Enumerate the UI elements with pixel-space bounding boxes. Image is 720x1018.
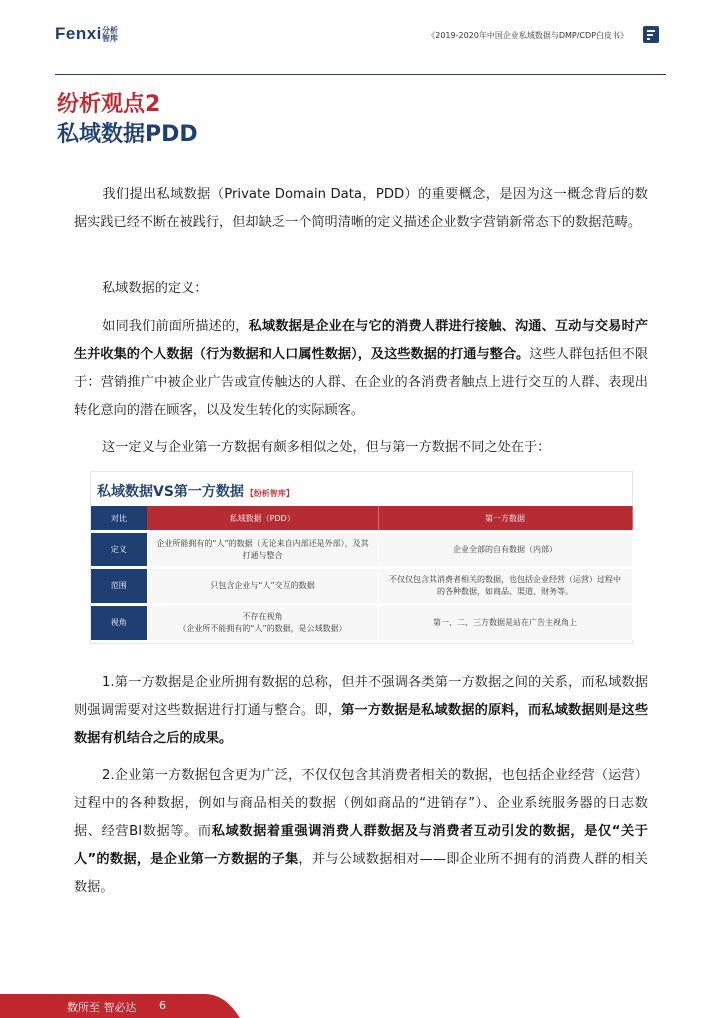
- logo-sub-line-2: 智库: [102, 34, 118, 43]
- section-title-line-1: 纷析观点2: [57, 92, 161, 117]
- paragraph-6: 2.企业第一方数据包含更为广泛，不仅仅包含其消费者相关的数据，也包括企业经营（运营）过程中的各种数据，例如与商品相关的数据（例如商品的“进销存”）、企业系统服务器的日志数据、经营BI数据等。而私域数据着重强调消费人群数据及与消费者互动引发的数据，是仅“关于人”的数据，是企业第一方数据的子集，并与公域数据相对——即企业所不拥有的消费人群的相关数据。: [74, 768, 648, 895]
- raw-material-emphasis: 第一方数据是私域数据的原料，而私域数据则是这些数据有机结合之后的成果。: [74, 703, 649, 746]
- section-title-line-2: 私域数据PDD: [57, 122, 198, 147]
- table-row: [91, 532, 632, 568]
- paragraph-2: 私域数据的定义：: [102, 281, 208, 296]
- logo-text: Fenxi: [55, 24, 102, 43]
- definition-emphasis: 私域数据是企业在与它的消费人群进行接触、沟通、互动与交易时产生并收集的个人数据（行为数据和人口属性数据），及这些数据的打通与整合。: [74, 319, 649, 362]
- table-header-cell: 私域数据（PDD）: [147, 506, 378, 532]
- subset-emphasis: 私域数据着重强调消费人群数据及与消费者互动引发的数据，是仅“关于人”的数据，是企业第一方数据的子集: [74, 824, 648, 867]
- logo-sub-line-1: 分析: [102, 26, 118, 35]
- logo-sub: [102, 27, 118, 43]
- table-cell: 范围: [91, 568, 147, 605]
- figure-title: 私域数据VS第一方数据 【纷析智库】: [97, 484, 294, 500]
- table-cell: 只包含企业与“人”交互的数据: [147, 568, 378, 605]
- page-number: 6: [159, 999, 166, 1012]
- header-divider: [55, 74, 666, 75]
- table-header-cell: 第一方数据: [378, 506, 632, 532]
- paragraph-1: 我们提出私域数据（Private Domain Data，PDD）的重要概念，是因为这一概念背后的数据实践已经不断在被践行，但却缺乏一个简明清晰的定义描述企业数字营销新常态下的数据范畴。: [74, 187, 648, 230]
- paragraph-3: 如同我们前面所描述的，私域数据是企业在与它的消费人群进行接触、沟通、互动与交易时产生并收集的个人数据（行为数据和人口属性数据），及这些数据的打通与整合。这些人群包括但不限于：营销推广中被企业广告或宣传触达的人群、在企业的各消费者触点上进行交互的人群、表现出转化意向的潜在顾客，以及发生转化的实际顾客。: [74, 319, 649, 418]
- table-cell: 定义: [91, 532, 147, 568]
- figure-source-tag: 【纷析智库】: [245, 489, 294, 498]
- paragraph-5: 1.第一方数据是企业所拥有数据的总称，但并不强调各类第一方数据之间的关系，而私域数据则强调需要对这些数据进行打通与整合。即，第一方数据是私域数据的原料，而私域数据则是这些数据有机结合之后的成果。: [74, 675, 649, 746]
- table-cell: 不仅仅包含其消费者相关的数据，也包括企业经营（运营）过程中的各种数据，如商品、渠道、财务等。: [378, 568, 632, 605]
- table-cell: 第一、二、三方数据是站在广告主视角上: [378, 605, 632, 641]
- table-header-row: [91, 506, 632, 532]
- document-icon: [643, 26, 659, 43]
- comparison-figure: [90, 471, 633, 644]
- paragraph-4: 这一定义与企业第一方数据有颇多相似之处，但与第一方数据不同之处在于：: [102, 440, 551, 455]
- document-title: 《2019-2020年中国企业私域数据与DMP/CDP白皮书》: [427, 31, 628, 40]
- table-cell: 视角: [91, 605, 147, 641]
- comparison-table: [91, 506, 633, 640]
- logo: [55, 24, 102, 44]
- page-header: [0, 0, 720, 76]
- table-row: [91, 605, 632, 641]
- table-row: [91, 568, 632, 605]
- footer-slogan: 数所至 智必达: [67, 1001, 137, 1014]
- table-cell: 企业全部的自有数据（内部）: [378, 532, 632, 568]
- table-header-cell: 对比: [91, 506, 147, 532]
- section-title: [57, 90, 198, 150]
- table-cell: 不存在视角 （企业所不能拥有的“人”的数据，是公域数据）: [147, 605, 378, 641]
- table-cell: 企业所能拥有的“人”的数据（无论来自内部还是外部），及其打通与整合: [147, 532, 378, 568]
